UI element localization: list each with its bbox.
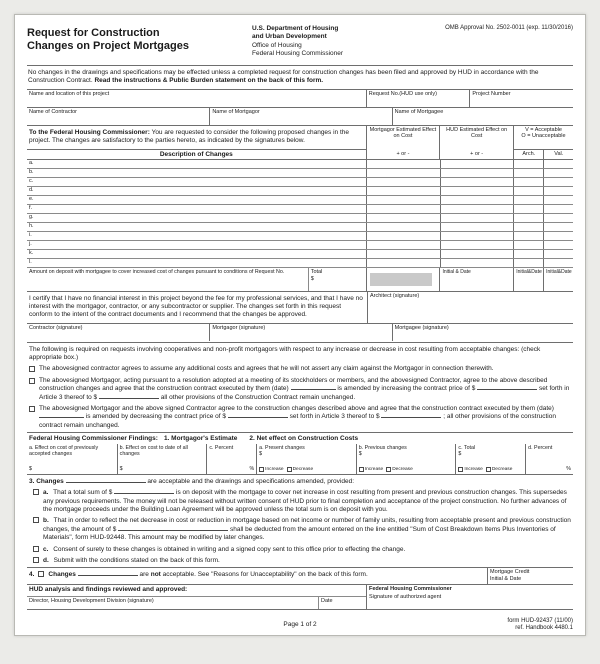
change-description-field[interactable] <box>39 178 366 186</box>
omb-approval: OMB Approval No. 2502-0011 (exp. 11/30/2016) <box>445 25 573 31</box>
change-row-letter: l. <box>29 258 32 265</box>
hud-cost-field[interactable] <box>440 250 514 258</box>
percent-sign: % <box>249 466 255 473</box>
col-hud-plus-minus: + or - <box>470 150 484 157</box>
coop-option2-part1: The abovesigned Mortgagor, acting pursuant to a resolution adopted at a meeting of its stockholders or members, and the abovesigned Contractor, agree to the above described construction changes and agree that the construction contract executed by them (date) <box>39 376 548 393</box>
change-row-letter: c. <box>29 177 34 184</box>
arch-rating-field[interactable] <box>513 232 543 240</box>
commissioner-paragraph <box>27 126 366 149</box>
previous-increase-checkbox[interactable] <box>359 467 364 472</box>
coop-option-1 <box>27 364 573 375</box>
item3b-letter: b. <box>43 517 49 525</box>
change-row-e <box>27 196 573 205</box>
initial-date-field-1[interactable] <box>439 268 513 291</box>
changes-table-body <box>27 160 573 268</box>
mortgagor-cost-field[interactable] <box>366 223 440 231</box>
total-changes-direction <box>458 467 523 473</box>
val-rating-field[interactable] <box>543 160 573 168</box>
change-row-c <box>27 178 573 187</box>
total-decrease-checkbox[interactable] <box>486 467 491 472</box>
change-description-field[interactable] <box>39 169 366 177</box>
item3-sub-b <box>27 516 573 544</box>
hud-cost-field[interactable] <box>440 232 514 240</box>
project-number-label: Project Number <box>472 90 511 97</box>
deduction-amount-blank[interactable] <box>118 526 228 531</box>
mortgagor-cost-field[interactable] <box>366 241 440 249</box>
hud-cost-field[interactable] <box>440 169 514 177</box>
dollar-sign: $ <box>259 451 263 458</box>
arch-rating-field[interactable] <box>513 241 543 249</box>
department-line4: Federal Housing Commissioner <box>252 50 344 58</box>
item3b-part1: That in order to reflect the net decrease in cost or reduction in mortgage based on net income or number of family units, resulting from acceptable present and previous construction changes, the amount of $ <box>43 517 571 533</box>
arch-rating-field[interactable] <box>513 259 543 267</box>
item4-changes-label: Changes <box>48 570 76 578</box>
approval-left <box>27 585 367 609</box>
present-decrease-checkbox[interactable] <box>287 467 292 472</box>
previously-accepted-label: a. Effect on cost of previously accepted changes <box>29 445 99 458</box>
architect-signature-field[interactable] <box>367 292 573 323</box>
val-rating-field[interactable] <box>543 250 573 258</box>
coop-intro: The following is required on requests involving cooperatives and non-profit mortgagors with respect to any increase or decrease in cost resulting from acceptable changes: (check appropriate box.) <box>29 345 541 362</box>
item4-rest: acceptable. See "Reasons for Unacceptability" on the back of this form. <box>162 570 368 578</box>
project-name-field[interactable] <box>27 90 366 107</box>
change-row-letter: g. <box>29 213 34 220</box>
present-changes-field[interactable] <box>256 444 356 474</box>
percent-label-2: d. Percent <box>528 445 553 452</box>
val-rating-field[interactable] <box>543 169 573 177</box>
contractor-signature-field[interactable] <box>27 324 209 341</box>
mortgagor-signature-field[interactable] <box>209 324 391 341</box>
form-number-block <box>507 618 573 634</box>
deposit-sum-blank[interactable] <box>114 489 174 494</box>
request-no-label: Request No.(HUD use only) <box>368 90 437 97</box>
val-rating-field[interactable] <box>543 187 573 195</box>
mortgagor-cost-field[interactable] <box>366 205 440 213</box>
findings-columns <box>27 444 573 474</box>
val-rating-field[interactable] <box>543 241 573 249</box>
item3d-text <box>43 557 571 565</box>
commissioner-left <box>27 126 366 159</box>
coop-option1-text: The abovesigned contractor agrees to assume any additional costs and agrees that he will not assert any claim against the Mortgagor in connection therewith. <box>39 365 494 373</box>
item3d-body: Submit with the conditions stated on the back of this form. <box>53 557 220 565</box>
coop-option2-part3: set forth in Article 3 thereof to $ <box>39 385 570 401</box>
present-changes-label: a. Present changes <box>259 445 305 452</box>
change-row-b <box>27 169 573 178</box>
present-changes-direction <box>259 467 354 473</box>
dollar-sign: $ <box>29 466 32 473</box>
form-title-line1: Request for Construction <box>27 27 160 39</box>
initial-date-field-2[interactable] <box>513 268 543 291</box>
mortgagor-cost-field[interactable] <box>366 196 440 204</box>
cost-to-date-label: b. Effect on cost to date of all changes <box>119 445 188 458</box>
mortgagor-cost-field[interactable] <box>366 232 440 240</box>
coop-option2-checkbox[interactable] <box>29 378 35 384</box>
change-row-g <box>27 214 573 223</box>
item4-text <box>48 571 485 579</box>
mortgagor-cost-field[interactable] <box>366 160 440 168</box>
initial-date-label-1: Initial & Date <box>442 268 471 275</box>
arch-rating-field[interactable] <box>513 178 543 186</box>
change-description-field[interactable] <box>39 232 366 240</box>
findings-title: Federal Housing Commissioner Findings: <box>29 434 158 442</box>
notice-bold: Read the instructions & Public Burden statement on the back of this form. <box>94 77 324 85</box>
val-rating-field[interactable] <box>543 214 573 222</box>
item3b-checkbox[interactable] <box>33 517 39 523</box>
initial-date-label-3: Initial&Date <box>546 268 572 275</box>
total-changes-label: c. Total <box>458 445 476 452</box>
arch-val-subheader <box>514 149 573 159</box>
change-row-letter: h. <box>29 222 34 229</box>
initial-date-field-3[interactable] <box>543 268 573 291</box>
coop-option3-checkbox[interactable] <box>29 406 35 412</box>
col-mortgagor-estimate <box>366 126 440 159</box>
mortgagee-signature-field[interactable] <box>392 324 573 341</box>
hud-cost-field[interactable] <box>440 187 514 195</box>
val-rating-field[interactable] <box>543 178 573 186</box>
form-number: form HUD-92437 (11/00) <box>507 617 573 624</box>
item3d-letter: d. <box>43 557 49 565</box>
col-arch-label: Arch. <box>522 150 536 157</box>
mortgagor-cost-field[interactable] <box>366 187 440 195</box>
total-label: Total <box>310 268 323 275</box>
contract-date-blank[interactable] <box>291 385 336 390</box>
change-row-letter: b. <box>29 168 34 175</box>
page-number: Page 1 of 2 <box>283 620 317 628</box>
change-row-letter: i. <box>29 231 32 238</box>
deposit-desc <box>27 268 366 291</box>
coop-option3-part3: set forth in Article 3 thereof to $ <box>289 413 380 421</box>
arch-rating-field[interactable] <box>513 169 543 177</box>
hud-use-shaded-box <box>370 273 432 286</box>
field-row-1 <box>27 90 573 108</box>
field-row-2 <box>27 108 573 126</box>
project-number-field[interactable] <box>469 90 573 107</box>
change-row-l <box>27 259 573 268</box>
item3-changes-label: Changes <box>36 478 64 486</box>
coop-section <box>27 343 573 433</box>
val-rating-field[interactable] <box>543 259 573 267</box>
mortgagor-signature-label: Mortgagor (signature) <box>212 324 266 331</box>
mortgage-credit-initial-date-label: Initial & Date <box>490 576 522 583</box>
change-row-letter: a. <box>29 159 34 166</box>
coop-option2-part4: all other provisions of the Construction Contract remain unchanged. <box>160 393 356 401</box>
change-row-i <box>27 232 573 241</box>
increase-label: Increase <box>364 466 384 472</box>
department-line2: and Urban Development <box>252 33 327 41</box>
mortgagor-cost-field[interactable] <box>366 178 440 186</box>
arch-rating-field[interactable] <box>513 196 543 204</box>
change-row-letter: k. <box>29 249 34 256</box>
handbook-reference: ref. Handbook 4480.1 <box>515 625 573 632</box>
arch-rating-field[interactable] <box>513 250 543 258</box>
change-description-field[interactable] <box>39 250 366 258</box>
acceptable-changes-blank[interactable] <box>66 478 146 483</box>
item3a-part1: That a total sum of $ <box>53 489 113 497</box>
unacceptable-legend: O = Unacceptable <box>521 133 566 140</box>
item3a-letter: a. <box>43 489 49 497</box>
increase-new-price-blank[interactable] <box>99 394 159 399</box>
change-description-field[interactable] <box>39 223 366 231</box>
dollar-sign: $ <box>358 451 362 458</box>
form-title <box>27 23 252 59</box>
arch-rating-field[interactable] <box>513 214 543 222</box>
val-rating-field[interactable] <box>543 223 573 231</box>
present-increase-checkbox[interactable] <box>259 467 264 472</box>
coop-option-2 <box>27 375 573 403</box>
coop-option3-part4: ; all other provisions of the construction contract remain unchanged. <box>39 413 556 429</box>
item3-number: 3. <box>29 478 35 486</box>
item3a-part2: is on deposit with the mortgage to cover net increase in cost resulting from present and previous construction changes. This supersedes any previous requirements. The money will not be released without written consent of HUD prior to final completion and acceptance of the project construction. No further advances of the mortgage proceeds under the Building Loan Agreement will be approved unless the total sum is on deposit with you. <box>43 489 567 513</box>
hud-cost-field[interactable] <box>440 223 514 231</box>
hud-cost-field[interactable] <box>440 160 514 168</box>
previously-accepted-field[interactable] <box>27 444 117 474</box>
dollar-sign: $ <box>458 451 462 458</box>
department-line1: U.S. Department of Housing <box>252 25 339 32</box>
item3c-checkbox[interactable] <box>33 546 39 552</box>
change-row-h <box>27 223 573 232</box>
contractor-name-label: Name of Contractor <box>29 108 77 115</box>
hud-cost-field[interactable] <box>440 205 514 213</box>
mortgagee-signature-label: Mortgagee (signature) <box>394 324 449 331</box>
arch-rating-field[interactable] <box>513 160 543 168</box>
coop-option-3 <box>27 403 573 431</box>
commissioner-body: You are requested to consider the following proposed changes in the project. The changes are satisfactory to the parties hereto, as indicated by the signatures below. <box>29 128 350 145</box>
hud-cost-field[interactable] <box>440 214 514 222</box>
percent-field-1[interactable] <box>206 444 256 474</box>
total-dollar-sign: $ <box>310 275 314 282</box>
col-val-label: Val. <box>543 150 573 159</box>
val-rating-field[interactable] <box>543 205 573 213</box>
hud-cost-field[interactable] <box>440 259 514 267</box>
change-row-j <box>27 241 573 250</box>
form-title-line2: Changes on Project Mortgages <box>27 40 189 53</box>
mortgage-credit-label: Mortgage Credit <box>490 569 530 576</box>
item3-header <box>27 475 573 487</box>
item3-sub-d <box>27 556 573 567</box>
coop-option3-part1: The abovesigned Mortgagor and the above signed Contractor agree to the construction changes described above and agree that the construction contract executed by them (date) <box>39 404 554 412</box>
coop-option3-part2: is amended by decreasing the contract price of $ <box>85 413 227 421</box>
total-hud-use-field[interactable] <box>366 268 440 291</box>
commissioner-signature-title: Federal Housing Commissioner <box>369 586 452 593</box>
certification-section <box>27 292 573 324</box>
decrease-label: Decrease <box>292 466 314 472</box>
item3b-text <box>43 517 571 542</box>
approval-intro: HUD analysis and findings reviewed and approved: <box>29 586 188 594</box>
contractor-signature-label: Contractor (signature) <box>29 324 83 331</box>
item3c-letter: c. <box>43 545 49 553</box>
dollar-sign: $ <box>119 466 123 473</box>
page-footer <box>27 617 573 632</box>
hud-cost-field[interactable] <box>440 178 514 186</box>
approval-date-field[interactable] <box>318 597 366 610</box>
architect-signature-label: Architect (signature) <box>370 292 420 299</box>
change-description-field[interactable] <box>39 259 366 267</box>
item3d-checkbox[interactable] <box>33 557 39 563</box>
arch-rating-field[interactable] <box>513 223 543 231</box>
previous-changes-label: b. Previous changes <box>358 445 407 452</box>
hud-cost-field[interactable] <box>440 196 514 204</box>
previous-changes-field[interactable] <box>356 444 456 474</box>
item3a-text <box>43 489 571 514</box>
col-acceptability <box>513 126 573 159</box>
approval-signature-row <box>27 596 366 610</box>
total-increase-checkbox[interactable] <box>458 467 463 472</box>
project-name-label: Name and location of this project <box>29 90 110 97</box>
department-line3: Office of Housing <box>252 41 302 49</box>
col-hud-estimate <box>439 126 513 159</box>
increase-price-blank[interactable] <box>477 385 537 390</box>
change-row-k <box>27 250 573 259</box>
item4-not: not <box>150 570 161 578</box>
change-row-letter: j. <box>29 240 32 247</box>
item4-left <box>27 568 487 584</box>
change-description-field[interactable] <box>39 205 366 213</box>
change-description-field[interactable] <box>39 214 366 222</box>
val-rating-field[interactable] <box>543 232 573 240</box>
val-rating-field[interactable] <box>543 196 573 204</box>
item3a-checkbox[interactable] <box>33 489 39 495</box>
acceptable-legend: V = Acceptable <box>525 126 562 133</box>
col-mortgagor-estimate-label: Mortgagor Estimated Effect on Cost <box>369 126 437 140</box>
decrease-label: Decrease <box>392 466 413 472</box>
change-description-field[interactable] <box>39 187 366 195</box>
description-of-changes-header: Description of Changes <box>27 149 366 159</box>
change-row-d <box>27 187 573 196</box>
contractor-name-field[interactable] <box>27 108 209 125</box>
commissioner-signature-field[interactable] <box>367 585 573 609</box>
decrease-label: Decrease <box>491 466 513 472</box>
approval-date-label: Date <box>321 597 333 604</box>
notice-text <box>27 65 573 90</box>
col-mortgagor-plus-minus: + or - <box>396 150 410 157</box>
director-signature-label: Director, Housing Development Division (signature) <box>29 597 154 604</box>
hud-cost-field[interactable] <box>440 241 514 249</box>
total-changes-field[interactable] <box>455 444 525 474</box>
mortgagor-cost-field[interactable] <box>366 214 440 222</box>
previous-changes-direction <box>359 467 454 473</box>
department-block <box>252 23 410 59</box>
request-no-field[interactable] <box>366 90 470 107</box>
percent-field-2[interactable] <box>525 444 573 474</box>
change-row-f <box>27 205 573 214</box>
notice-body: No changes in the drawings and specifications may be effected unless a completed request for construction changes has been filed and approved by HUD in accordance with the Construction Contract. <box>28 68 539 85</box>
findings-header <box>27 433 573 444</box>
increase-label: Increase <box>464 466 483 472</box>
mortgage-credit-field[interactable] <box>487 568 573 584</box>
initial-date-label-2: Initial&Date <box>516 268 542 275</box>
contract-date-blank-2[interactable] <box>39 413 84 418</box>
item3c-text <box>43 546 571 554</box>
certification-text: I certify that I have no financial interest in this project beyond the fee for my professional services, and that I have no interest with the mortgagor, contractor, or any subcontractor or supplier. The changes set forth in this request conform to the intent of the contract documents and I recommend that the changes be approved. <box>29 294 363 319</box>
change-row-letter: e. <box>29 195 34 202</box>
findings-sub2: 2. Net effect on Construction Costs <box>249 434 359 442</box>
item3-section <box>27 475 573 567</box>
decrease-new-price-blank[interactable] <box>381 413 441 418</box>
commissioner-lead: To the Federal Housing Commissioner: <box>29 128 150 136</box>
mortgagor-name-label: Name of Mortgagor <box>212 108 260 115</box>
signature-row <box>27 324 573 343</box>
cost-to-date-field[interactable] <box>117 444 207 474</box>
col-acceptability-label <box>514 126 573 149</box>
form-header <box>27 23 573 65</box>
coop-option3-text <box>39 405 571 430</box>
item4-section <box>27 567 573 584</box>
col-hud-estimate-label: HUD Estimated Effect on Cost <box>446 126 508 140</box>
percent-sign: % <box>566 466 571 473</box>
change-row-a <box>27 160 573 169</box>
mortgagor-cost-field[interactable] <box>366 250 440 258</box>
deposit-row <box>27 268 573 292</box>
form-page <box>14 14 586 636</box>
coop-option2-text <box>39 377 571 402</box>
decrease-price-blank[interactable] <box>228 413 288 418</box>
deposit-label: Amount on deposit with mortgagee to cover increased cost of changes pursuant to conditions of Request No. <box>29 268 285 275</box>
item3b-part2: shall be deducted from the amount entered on the line entitled "Sum of Cost Breakdown Items Plus Inventories of Materials", form HUD-92448. This amount may be modified by later changes. <box>43 525 556 542</box>
change-description-field[interactable] <box>39 196 366 204</box>
total-field[interactable] <box>308 268 366 291</box>
mortgagee-name-label: Name of Mortgagee <box>394 108 444 115</box>
change-description-field[interactable] <box>39 241 366 249</box>
item4-checkbox[interactable] <box>38 571 44 577</box>
increase-label: Increase <box>265 466 284 472</box>
coop-option2-part2: is amended by increasing the contract price of $ <box>337 385 476 393</box>
item3-lead-rest: are acceptable and the drawings and specifications amended, provided: <box>147 478 355 486</box>
arch-rating-field[interactable] <box>513 205 543 213</box>
item4-are: are <box>139 570 149 578</box>
item3c-body: Consent of surety to these changes is obtained in writing and a signed copy sent to this office prior to effecting the change. <box>53 545 406 553</box>
unacceptable-changes-blank[interactable] <box>78 571 138 576</box>
mortgagor-cost-field[interactable] <box>366 169 440 177</box>
percent-label-1: c. Percent <box>209 445 234 452</box>
mortgagor-cost-field[interactable] <box>366 259 440 267</box>
commissioner-section <box>27 126 573 160</box>
findings-sub1: 1. Mortgagor's Estimate <box>163 434 238 442</box>
coop-option1-checkbox[interactable] <box>29 366 35 372</box>
director-signature-field[interactable] <box>27 597 318 610</box>
item3-sub-c <box>27 544 573 555</box>
change-row-letter: d. <box>29 186 34 193</box>
previous-decrease-checkbox[interactable] <box>386 467 391 472</box>
change-description-field[interactable] <box>39 160 366 168</box>
findings-section <box>27 433 573 475</box>
item3-sub-a <box>27 488 573 516</box>
arch-rating-field[interactable] <box>513 187 543 195</box>
mortgagor-name-field[interactable] <box>209 108 391 125</box>
mortgagee-name-field[interactable] <box>392 108 573 125</box>
item4-number: 4. <box>29 570 35 578</box>
approval-section <box>27 584 573 610</box>
authorized-agent-label: Signature of authorized agent <box>369 593 442 600</box>
change-row-letter: f. <box>29 204 33 211</box>
